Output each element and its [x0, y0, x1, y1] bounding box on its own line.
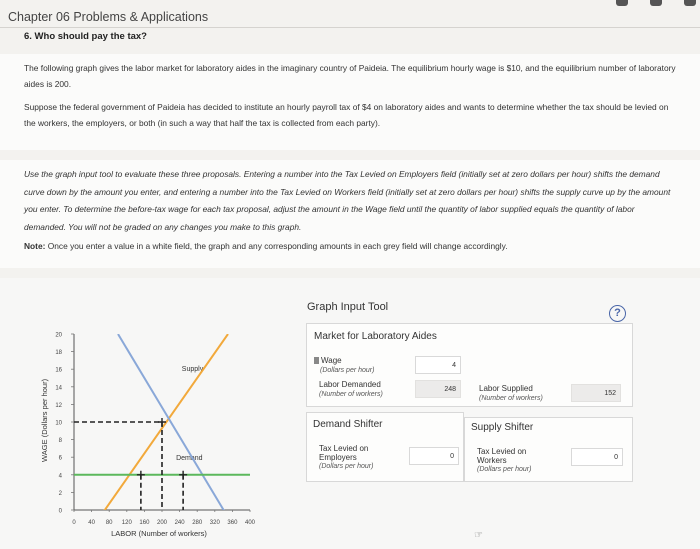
quantity-marker — [137, 471, 145, 479]
worker-tax-label-block — [477, 448, 531, 475]
y-tick-label: 14 — [55, 385, 62, 392]
instructions-text: Use the graph input tool to evaluate these three proposals. Entering a number into the Tax Levied on Employers field (initially set at zero dollars per hour) shifts the demand curve down by the amount you enter, and entering a number into the Tax Levied on Workers field (initially set at zero dollars per hour) shifts the supply curve up by the amount you enter. To determine the before-tax wage for each tax proposal, adjust the amount in the Wage field until the quantity of labor supplied equals the quantity of labor demanded. You will not be graded on any changes you make to this graph. — [24, 169, 671, 232]
y-tick-label: 10 — [55, 420, 62, 427]
window-control[interactable] — [684, 0, 696, 6]
y-tick-label: 4 — [58, 473, 62, 480]
y-axis-label: WAGE (Dollars per hour) — [40, 378, 49, 462]
supply-shifter-box — [464, 417, 633, 482]
worker-tax-field[interactable]: 0 — [571, 448, 623, 466]
x-tick-label: 400 — [244, 520, 256, 526]
help-icon[interactable]: ? — [609, 305, 626, 322]
x-tick-label: 0 — [72, 520, 76, 526]
graph-curves — [74, 334, 250, 547]
labor-demanded-field: 248 — [415, 380, 461, 398]
intro-panel — [0, 54, 700, 150]
window-control[interactable] — [616, 0, 628, 6]
y-tick-label: 0 — [58, 508, 62, 515]
supply-curve — [74, 334, 228, 547]
intro-paragraph-1: The following graph gives the labor market for laboratory aides in the imaginary country of Paideia. The equilibrium hourly wage is $10, and the equilibrium number of laboratory aides is 200. — [24, 63, 676, 89]
x-tick-label: 280 — [192, 520, 203, 526]
note-body: Once you enter a value in a white field, the graph and any corresponding amounts in each grey field will change accordingly. — [45, 241, 508, 251]
worker-tax-label-line1: Tax Levied on — [477, 447, 527, 456]
quantity-marker — [179, 471, 187, 479]
note-text — [24, 238, 676, 254]
worker-tax-unit: (Dollars per hour) — [477, 466, 532, 473]
labor-demanded-unit: (Number of workers) — [319, 391, 383, 398]
y-tick-label: 20 — [55, 332, 62, 339]
header-divider — [0, 27, 700, 28]
labor-demanded-label-block — [319, 380, 383, 399]
labor-supplied-unit: (Number of workers) — [479, 395, 543, 402]
wage-label-block — [314, 356, 374, 375]
market-title: Market for Laboratory Aides — [314, 331, 437, 342]
employer-tax-label-block — [319, 445, 373, 472]
employer-tax-unit: (Dollars per hour) — [319, 463, 374, 470]
wage-unit: (Dollars per hour) — [320, 367, 375, 374]
x-tick-label: 240 — [174, 520, 185, 526]
employer-tax-label-line2: Employers — [319, 452, 357, 462]
employer-tax-field[interactable]: 0 — [409, 447, 459, 465]
wage-field[interactable]: 4 — [415, 356, 461, 374]
employer-tax-label-line1: Tax Levied on — [319, 444, 369, 453]
y-tick-label: 18 — [55, 350, 62, 357]
x-tick-label: 40 — [88, 520, 95, 526]
y-tick-label: 16 — [55, 367, 62, 374]
x-tick-label: 80 — [105, 520, 113, 526]
note-label: Note: — [24, 241, 46, 251]
labor-market-graph[interactable] — [38, 322, 268, 547]
labor-demanded-label: Labor Demanded — [319, 380, 381, 389]
labor-supplied-label: Labor Supplied — [479, 384, 533, 393]
labor-supplied-field: 152 — [571, 384, 621, 402]
labor-supplied-label-block — [479, 384, 543, 403]
x-tick-label: 320 — [209, 520, 220, 526]
supply-shifter-title: Supply Shifter — [471, 422, 534, 433]
y-tick-label: 6 — [58, 455, 62, 462]
x-axis-label: LABOR (Number of workers) — [111, 529, 207, 538]
wage-label: Wage — [321, 356, 342, 365]
cursor-icon: ☞ — [474, 530, 483, 541]
y-tick-label: 8 — [58, 438, 62, 445]
demand-label: Demand — [176, 455, 203, 463]
graph-ticks — [55, 333, 255, 527]
window-control[interactable] — [650, 0, 662, 6]
x-tick-label: 200 — [156, 520, 168, 526]
market-box — [306, 323, 633, 407]
graph-input-tool-title: Graph Input Tool — [307, 301, 389, 313]
intro-paragraph-2: Suppose the federal government of Paideia has decided to institute an hourly payroll tax of $4 on laboratory aides and wants to determine whether the tax should be levied on the workers, the employers, or both (in such a way that half the tax is collected from each party). — [24, 102, 669, 128]
x-tick-label: 160 — [139, 520, 150, 526]
demand-shifter-title: Demand Shifter — [313, 419, 383, 430]
chapter-title: Chapter 06 Problems & Applications — [8, 10, 209, 24]
y-tick-label: 2 — [58, 490, 62, 497]
demand-shifter-box — [306, 412, 464, 482]
x-tick-label: 360 — [227, 520, 238, 526]
x-tick-label: 120 — [121, 520, 132, 526]
worker-tax-label-line2: Workers — [477, 455, 507, 465]
instructions-panel — [0, 160, 700, 268]
problem-title: 6. Who should pay the tax? — [24, 31, 147, 42]
wage-marker-icon — [314, 357, 319, 364]
supply-label: Supply — [181, 366, 204, 374]
y-tick-label: 12 — [55, 402, 62, 409]
